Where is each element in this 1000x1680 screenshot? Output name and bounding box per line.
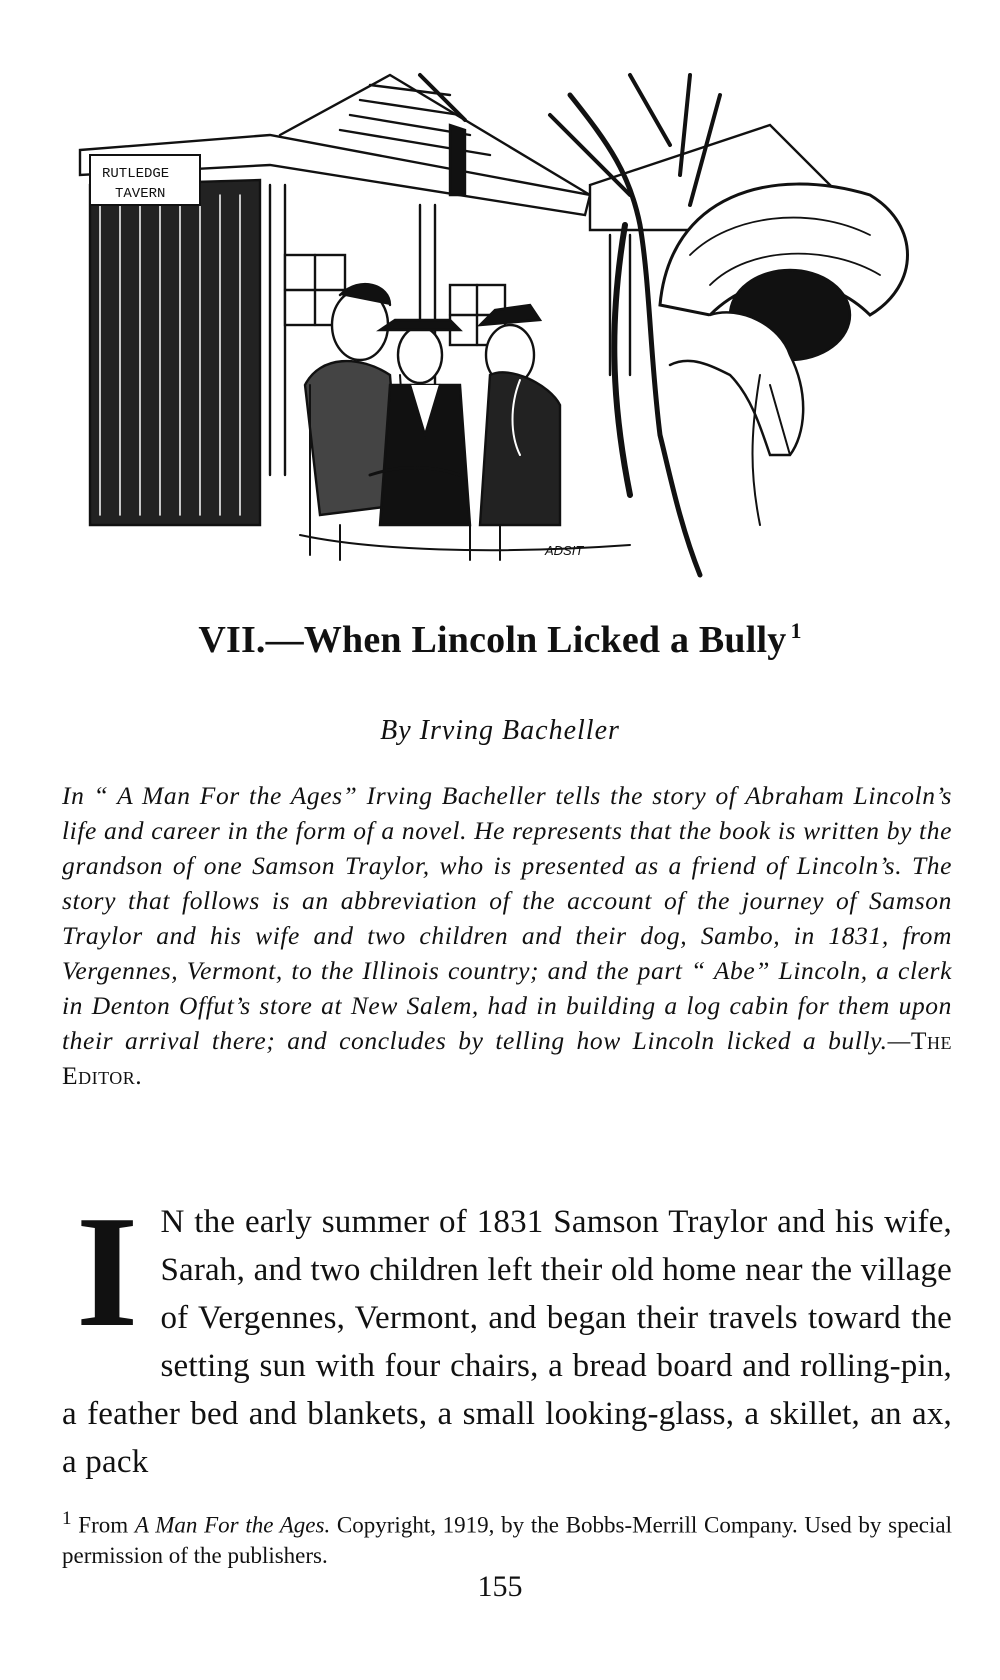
footnote-rest: Copyright, 1919, by the Bobbs-Merrill Company. Used by special permission of the publishers.	[62, 1512, 952, 1568]
page-number: 155	[477, 1570, 523, 1603]
drop-cap: I	[76, 1182, 139, 1360]
footnote-book-title: A Man For the Ages.	[134, 1512, 331, 1538]
footnote-marker: 1	[62, 1508, 72, 1529]
footnote	[62, 1504, 952, 1571]
chapter-title-text: VII.—When Lincoln Licked a Bully	[198, 619, 787, 661]
body-text: N the early summer of 1831 Samson Traylor and his wife, Sarah, and two children left their old home near the village of Vergennes, Vermont, and began their travels toward the setting sun with four chairs, a bread board and rolling-pin, a feather bed and blankets, a small looking-glass, a skillet, an ax, a pack	[62, 1204, 952, 1480]
intro-text: In “ A Man For the Ages” Irving Bacheller tells the story of Abraham Lincoln’s life and career in the form of a novel. He represents that the book is written by the grandson of one Samson Traylor, who is presented as a friend of Lincoln’s. The story that follows is an abbreviation of the account of the journey of Samson Traylor and his wife and two children and their dog, Sambo, in 1831, from Vergennes, Vermont, to the Illinois country; and the part “ Abe” Lincoln, a clerk in Denton Offut’s store at New Salem, had in building a log cabin for them upon their arrival there; and concludes by telling how Lincoln licked a bully.—	[62, 781, 952, 1055]
footnote-prefix: From	[71, 1512, 135, 1538]
frontispiece-illustration	[70, 55, 930, 610]
footnote-reference: 1	[790, 618, 802, 643]
editor-credit: The Editor.	[62, 1026, 952, 1090]
body-paragraph	[62, 1182, 952, 1486]
chapter-title	[0, 618, 1000, 662]
editor-introduction	[62, 778, 952, 1093]
illustration-drawing	[70, 55, 930, 610]
tavern-sign-line1: RUTLEDGE	[102, 166, 170, 182]
author-byline: By Irving Bacheller	[380, 715, 620, 746]
artist-signature: ADSIT	[545, 543, 584, 558]
tavern-sign-line2: TAVERN	[115, 186, 166, 202]
